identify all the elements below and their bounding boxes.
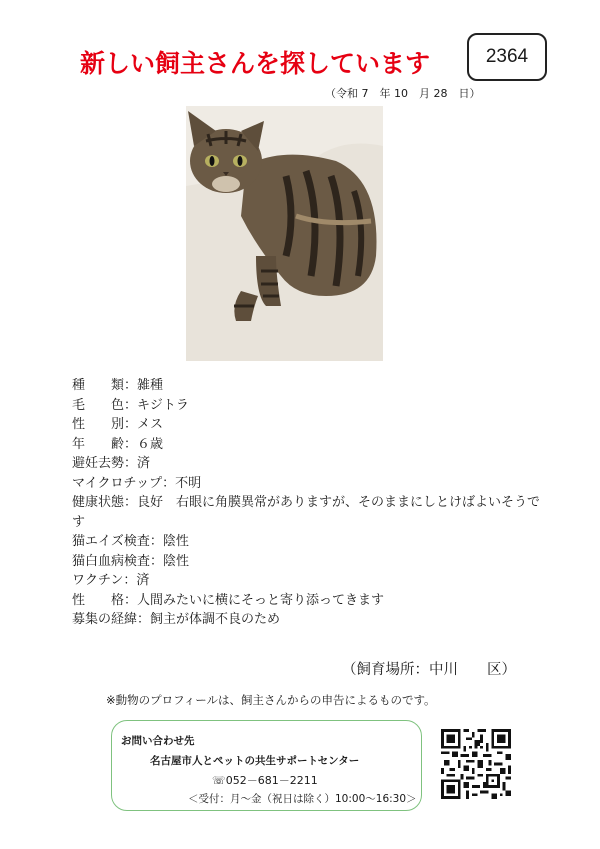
contact-hours: ＜受付：月～金（祝日は除く）10:00～16:30＞ (188, 793, 417, 805)
detail-value: 済 (137, 456, 151, 471)
detail-row-neutered (72, 454, 542, 474)
contact-organization: 名古屋市人とペットの共生サポートセンター (150, 755, 360, 767)
detail-label: 毛 色： (72, 397, 138, 413)
detail-row-reason (72, 610, 542, 630)
detail-value: 人間みたいに横にそっと寄り添ってきます (137, 592, 385, 608)
detail-row-age (72, 435, 542, 455)
detail-label: 種 類： (72, 378, 138, 393)
cat-photo (186, 106, 383, 361)
posting-date: （令和 7 年 10 月 28 日） (325, 87, 481, 100)
detail-value: 不明 (175, 475, 202, 491)
detail-label: ワクチン： (72, 573, 137, 588)
detail-value: 済 (136, 573, 150, 588)
detail-value: 陰性 (162, 534, 189, 549)
detail-label: 年 齢： (72, 436, 138, 452)
detail-row-health (72, 493, 542, 532)
detail-label: 猫白血病検査： (72, 553, 164, 569)
contact-box (111, 720, 422, 811)
profile-details (72, 376, 542, 630)
detail-row-coat (72, 396, 542, 416)
care-location: （飼育場所：中川 区） (342, 662, 516, 678)
detail-row-vaccine (72, 571, 542, 591)
detail-row-microchip (72, 474, 542, 494)
detail-row-felv-test (72, 552, 542, 572)
detail-value: 良好 右眼に角膜異常がありますが、そのままにしとけばよいそうです (72, 495, 541, 530)
page-title: 新しい飼主さんを探しています (80, 49, 431, 78)
detail-value: 雑種 (137, 378, 164, 393)
contact-heading: お問い合わせ先 (121, 735, 195, 747)
detail-value: ６歳 (137, 436, 164, 452)
detail-label: 避妊去勢： (72, 456, 138, 471)
detail-label: マイクロチップ： (72, 475, 176, 491)
detail-label: 性 別： (72, 417, 138, 432)
detail-row-fiv-test (72, 532, 542, 552)
contact-phone: ☏052－681－2211 (212, 774, 318, 787)
id-number-badge: 2364 (467, 33, 547, 81)
detail-value: キジトラ (137, 397, 189, 413)
detail-row-breed (72, 376, 542, 396)
detail-value: 飼主が体調不良のため (150, 612, 281, 627)
detail-value: 陰性 (163, 553, 190, 569)
detail-label: 性 格： (72, 592, 138, 608)
detail-label: 猫エイズ検査： (72, 534, 163, 549)
disclaimer-note: ※動物のプロフィールは、飼主さんからの申告によるものです。 (106, 693, 436, 707)
detail-row-personality (72, 591, 542, 611)
detail-value: メス (137, 417, 164, 432)
detail-label: 健康状態： (72, 495, 138, 510)
qr-code-icon[interactable] (441, 729, 511, 799)
detail-label: 募集の経緯： (72, 612, 151, 627)
detail-row-sex (72, 415, 542, 435)
